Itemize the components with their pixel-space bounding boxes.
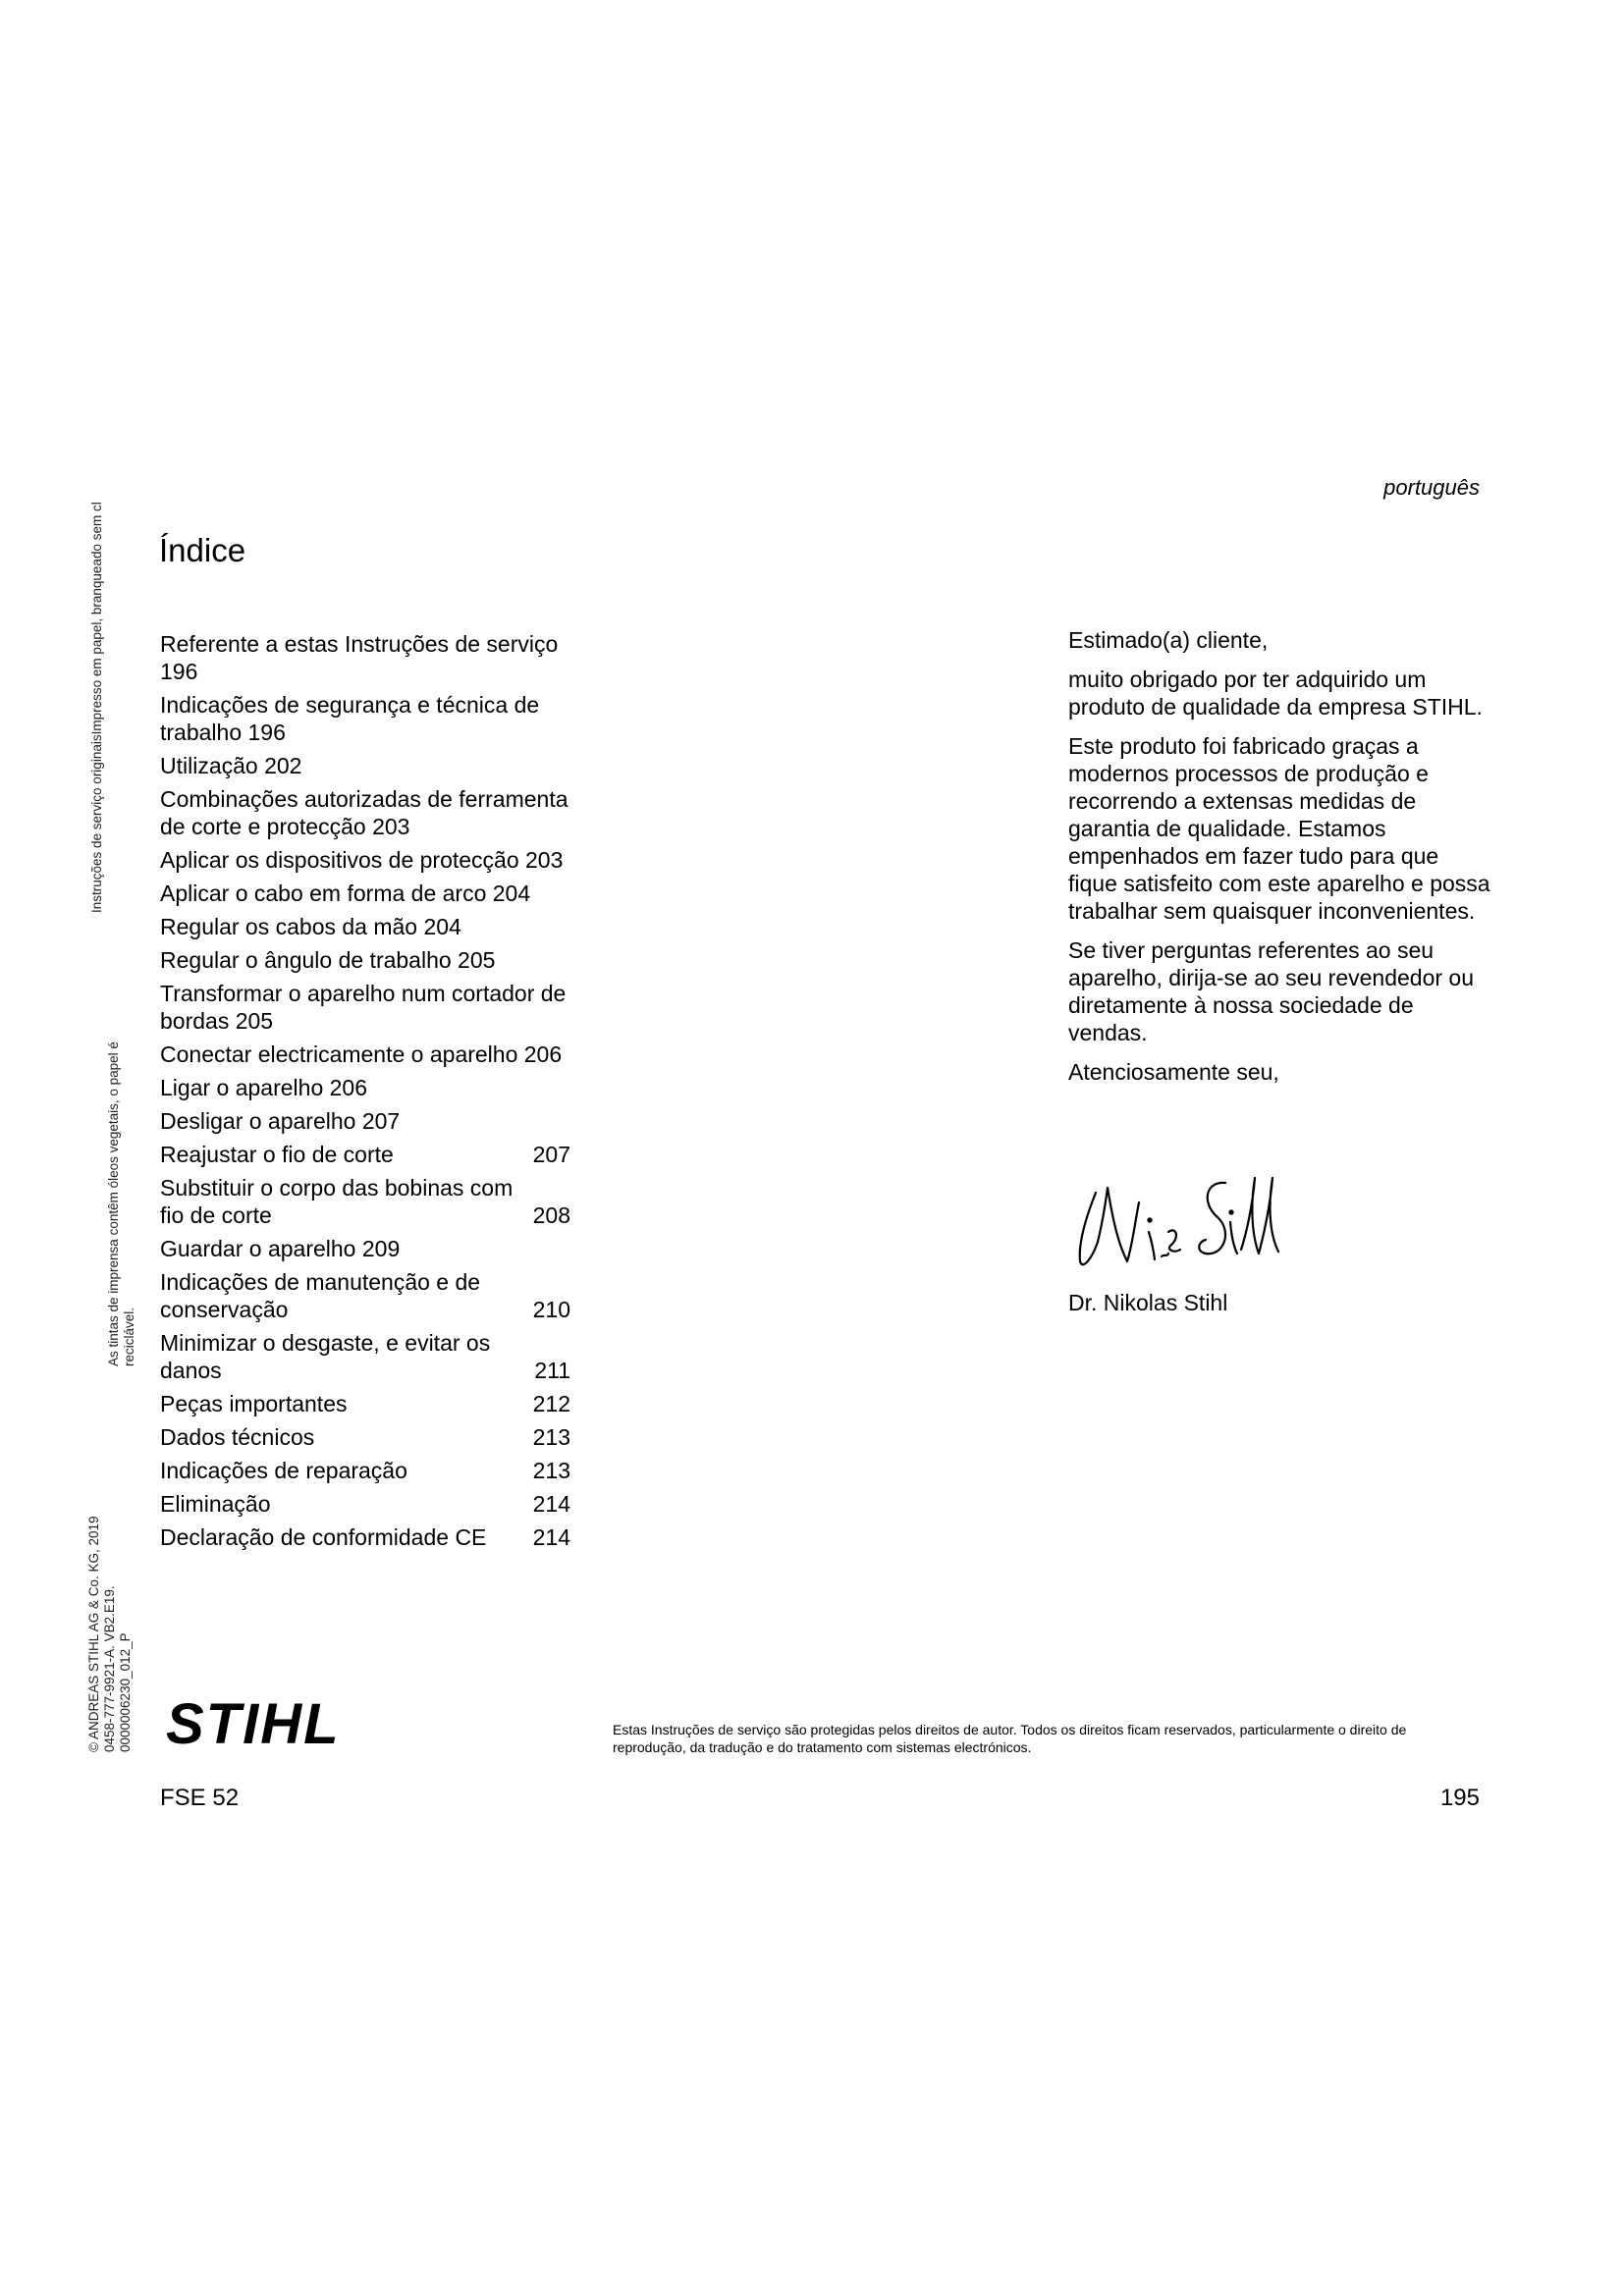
side-note-ink-line1: As tintas de imprensa contêm óleos vegetais, o papel é (106, 1041, 121, 1366)
toc-entry-text: Declaração de conformidade CE (160, 1524, 487, 1550)
toc-entry-text: Minimizar o desgaste, e evitar os danos (160, 1330, 491, 1383)
page-number: 195 (1439, 1785, 1480, 1811)
toc-entry-page: 210 (532, 1297, 570, 1322)
letter-paragraph: muito obrigado por ter adquirido um produto de qualidade da empresa STIHL. (1068, 667, 1483, 720)
toc-entry-text: Desligar o aparelho 207 (160, 1108, 401, 1134)
toc-entry-text: Indicações de manutenção e de conservação (160, 1269, 481, 1322)
toc-entry (160, 1235, 582, 1262)
toc-entry (160, 1490, 582, 1518)
toc-entry-text: Utilização 202 (160, 753, 302, 778)
toc-entry-page: 214 (532, 1524, 570, 1550)
toc-entry-text: Aplicar o cabo em forma de arco 204 (160, 881, 531, 906)
letter-paragraph: Se tiver perguntas referentes ao seu aparelho, dirija-se ao seu revendedor ou diretamente à nossa sociedade de vendas. (1068, 937, 1474, 1045)
toc-entry (160, 913, 582, 940)
toc-entry-text: Indicações de segurança e técnica de trabalho 196 (160, 692, 540, 745)
toc-entry-page: 211 (534, 1358, 570, 1383)
toc-entry (160, 880, 582, 907)
toc-entry-text: Referente a estas Instruções de serviço 196 (160, 631, 559, 684)
toc-entry-text: Dados técnicos (160, 1424, 315, 1450)
toc-entry-text: Aplicar os dispositivos de protecção 203 (160, 847, 564, 873)
toc-entry (160, 785, 582, 840)
side-note-paper-text: Instruções de serviço originaisImpresso em papel, branqueado sem cl (89, 502, 104, 913)
signature-image (1058, 1163, 1294, 1281)
toc-entry (160, 1457, 582, 1484)
side-note-copyright (86, 1516, 134, 1752)
letter-paragraph: Este produto foi fabricado graças a modernos processos de produção e recorrendo a extensas medidas de garantia de qualidade. Estamos empenhados em fazer tudo para que fique satisfeito com este aparelho e possa trabalhar sem quaisquer inconvenientes. (1068, 733, 1490, 924)
toc-entry-page: 207 (532, 1142, 570, 1167)
toc-entry (160, 1107, 582, 1135)
stihl-logo-text: STIHL (166, 1696, 341, 1751)
language-label: português (1383, 475, 1480, 500)
toc-entry (160, 1523, 582, 1551)
table-of-contents (160, 630, 582, 1557)
toc-entry (160, 1329, 582, 1384)
toc-entry (160, 1268, 582, 1323)
toc-entry (160, 1074, 582, 1101)
toc-entry-page: 212 (532, 1391, 570, 1416)
toc-entry-text: Peças importantes (160, 1391, 348, 1416)
signer-name: Dr. Nikolas Stihl (1068, 1290, 1228, 1315)
toc-entry (160, 1423, 582, 1451)
toc-entry-text: Conectar electricamente o aparelho 206 (160, 1041, 563, 1067)
toc-entry-page: 213 (532, 1458, 570, 1483)
toc-entry-page: 213 (532, 1424, 570, 1450)
toc-entry-text: Combinações autorizadas de ferramenta de corte e protecção 203 (160, 786, 568, 839)
side-note-ink (106, 1041, 137, 1366)
toc-entry (160, 846, 582, 874)
side-note-copyright-line2: 0458-777-9921-A. VB2.E19. (102, 1585, 117, 1752)
toc-entry (160, 1041, 582, 1068)
toc-entry (160, 1174, 582, 1229)
letter-salutation: Estimado(a) cliente, (1068, 627, 1269, 653)
model-name: FSE 52 (160, 1785, 240, 1811)
toc-entry-text: Indicações de reparação (160, 1458, 407, 1483)
toc-entry-text: Ligar o aparelho 206 (160, 1075, 367, 1100)
side-note-copyright-line3: 0000006230_012_P (118, 1632, 133, 1752)
toc-entry-text: Reajustar o fio de corte (160, 1142, 394, 1167)
side-note-ink-line2: reciclável. (122, 1307, 136, 1366)
toc-entry (160, 752, 582, 779)
side-note-copyright-line1: © ANDREAS STIHL AG & Co. KG, 2019 (86, 1516, 101, 1752)
toc-entry-text: Eliminação (160, 1491, 271, 1517)
toc-entry (160, 1141, 582, 1168)
side-note-paper (89, 502, 105, 913)
letter-closing: Atenciosamente seu, (1068, 1059, 1279, 1085)
toc-entry-page: 208 (532, 1202, 570, 1228)
customer-letter (1068, 626, 1492, 1097)
toc-entry-text: Substituir o corpo das bobinas com fio de corte (160, 1175, 514, 1228)
copyright-note: Estas Instruções de serviço são protegidas pelos direitos de autor. Todos os direitos ficam reservados, particularmente o direito de reprodução, da tradução e do tratamento com sistemas electrónicos. (613, 1722, 1407, 1755)
toc-entry-page: 214 (532, 1491, 570, 1517)
toc-entry-text: Transformar o aparelho num cortador de bordas 205 (160, 981, 567, 1034)
toc-entry (160, 1390, 582, 1417)
toc-entry (160, 691, 582, 746)
stihl-logo (160, 1696, 386, 1751)
toc-entry-text: Guardar o aparelho 209 (160, 1236, 401, 1261)
toc-entry (160, 630, 582, 685)
toc-entry-text: Regular o ângulo de trabalho 205 (160, 947, 496, 973)
toc-title: Índice (159, 532, 246, 568)
toc-entry (160, 946, 582, 974)
toc-entry-text: Regular os cabos da mão 204 (160, 914, 461, 939)
toc-entry (160, 980, 582, 1035)
